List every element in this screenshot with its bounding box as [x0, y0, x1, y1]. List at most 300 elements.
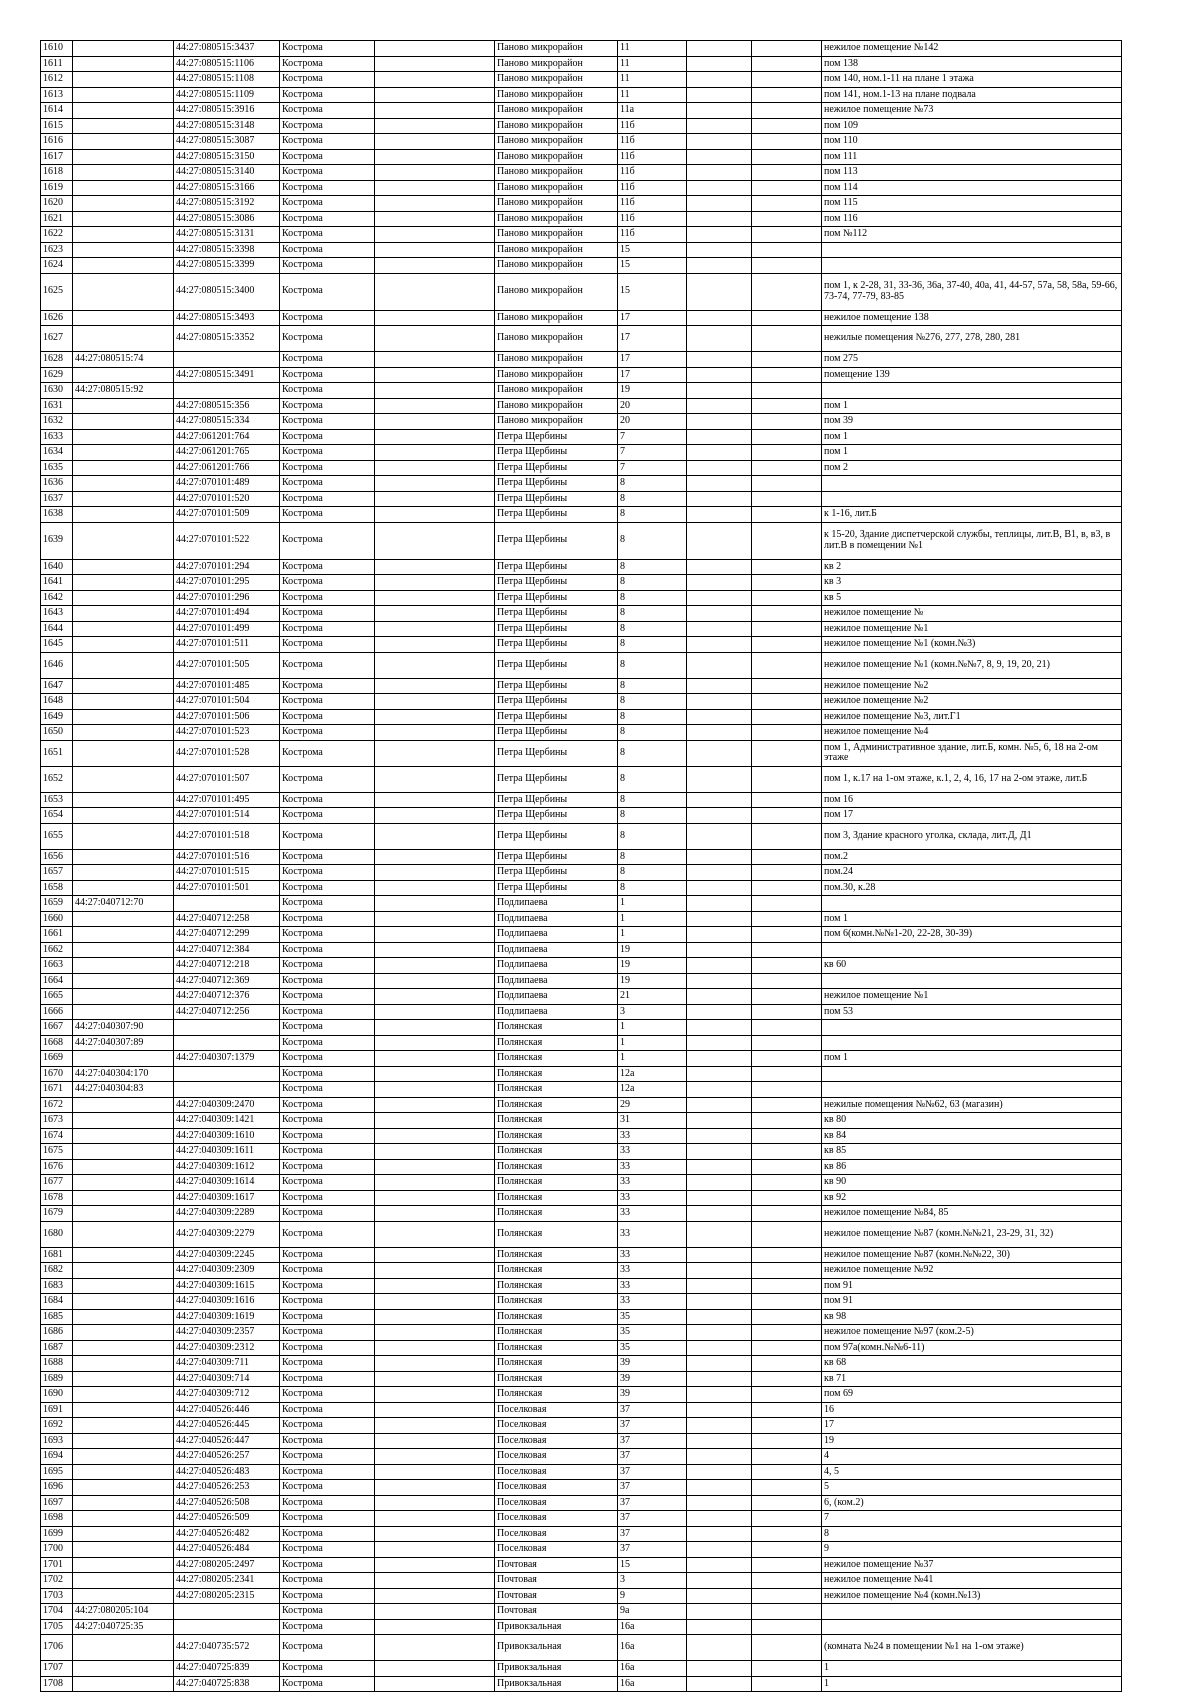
blank-cell: [375, 1402, 495, 1418]
row-number: 1639: [41, 522, 73, 559]
blank-cell: [375, 56, 495, 72]
street: Полянская: [495, 1325, 618, 1341]
blank-cell: [687, 1495, 752, 1511]
parcel-number: [73, 766, 174, 792]
row-number: 1614: [41, 103, 73, 119]
blank-cell: [752, 808, 822, 824]
house-number: 19: [618, 973, 687, 989]
street: Петра Щербины: [495, 808, 618, 824]
blank-cell: [687, 575, 752, 591]
blank-cell: [687, 165, 752, 181]
table-row: [41, 1325, 1122, 1341]
parcel-number: [73, 606, 174, 622]
street: Петра Щербины: [495, 740, 618, 766]
premises-description: кв 84: [822, 1128, 1122, 1144]
premises-description: кв 98: [822, 1309, 1122, 1325]
blank-cell: [752, 1278, 822, 1294]
blank-cell: [752, 652, 822, 678]
house-number: 20: [618, 398, 687, 414]
city: Кострома: [280, 1294, 375, 1310]
cadastral-number: [174, 1020, 280, 1036]
blank-cell: [687, 927, 752, 943]
city: Кострома: [280, 709, 375, 725]
row-number: 1630: [41, 383, 73, 399]
blank-cell: [687, 725, 752, 741]
city: Кострома: [280, 1082, 375, 1098]
row-number: 1629: [41, 367, 73, 383]
street: Полянская: [495, 1278, 618, 1294]
blank-cell: [687, 326, 752, 352]
city: Кострома: [280, 1066, 375, 1082]
premises-description: [822, 1619, 1122, 1635]
house-number: 35: [618, 1309, 687, 1325]
city: Кострома: [280, 1511, 375, 1527]
blank-cell: [375, 165, 495, 181]
cadastral-number: 44:27:080205:2341: [174, 1573, 280, 1589]
row-number: 1696: [41, 1480, 73, 1496]
blank-cell: [687, 989, 752, 1005]
blank-cell: [752, 1159, 822, 1175]
street: Привокзальная: [495, 1661, 618, 1677]
blank-cell: [687, 491, 752, 507]
house-number: 33: [618, 1128, 687, 1144]
blank-cell: [687, 823, 752, 849]
house-number: 33: [618, 1263, 687, 1279]
blank-cell: [687, 41, 752, 57]
row-number: 1695: [41, 1464, 73, 1480]
blank-cell: [375, 1433, 495, 1449]
blank-cell: [375, 522, 495, 559]
city: Кострома: [280, 1206, 375, 1222]
house-number: 11: [618, 87, 687, 103]
blank-cell: [375, 1480, 495, 1496]
table-row: [41, 1128, 1122, 1144]
blank-cell: [375, 1082, 495, 1098]
city: Кострома: [280, 1309, 375, 1325]
blank-cell: [687, 1604, 752, 1620]
row-number: 1624: [41, 258, 73, 274]
blank-cell: [752, 1371, 822, 1387]
city: Кострома: [280, 326, 375, 352]
city: Кострома: [280, 1356, 375, 1372]
parcel-number: [73, 149, 174, 165]
street: Поселковая: [495, 1449, 618, 1465]
house-number: 16а: [618, 1619, 687, 1635]
city: Кострома: [280, 1263, 375, 1279]
house-number: 12а: [618, 1082, 687, 1098]
cadastral-number: 44:27:080515:3916: [174, 103, 280, 119]
house-number: 11б: [618, 134, 687, 150]
blank-cell: [752, 1526, 822, 1542]
row-number: 1685: [41, 1309, 73, 1325]
street: Петра Щербины: [495, 725, 618, 741]
blank-cell: [375, 1097, 495, 1113]
blank-cell: [375, 1418, 495, 1434]
city: Кострома: [280, 1635, 375, 1661]
parcel-number: 44:27:080515:74: [73, 352, 174, 368]
blank-cell: [752, 880, 822, 896]
blank-cell: [375, 1066, 495, 1082]
row-number: 1652: [41, 766, 73, 792]
house-number: 39: [618, 1387, 687, 1403]
parcel-number: [73, 398, 174, 414]
city: Кострома: [280, 575, 375, 591]
blank-cell: [687, 1309, 752, 1325]
house-number: 37: [618, 1526, 687, 1542]
row-number: 1645: [41, 637, 73, 653]
blank-cell: [752, 367, 822, 383]
blank-cell: [375, 1051, 495, 1067]
blank-cell: [375, 211, 495, 227]
row-number: 1636: [41, 476, 73, 492]
parcel-number: [73, 1588, 174, 1604]
house-number: 11б: [618, 165, 687, 181]
city: Кострома: [280, 1340, 375, 1356]
city: Кострома: [280, 725, 375, 741]
house-number: 37: [618, 1495, 687, 1511]
blank-cell: [687, 1464, 752, 1480]
row-number: 1622: [41, 227, 73, 243]
table-row: [41, 165, 1122, 181]
street: Петра Щербины: [495, 621, 618, 637]
parcel-number: [73, 1495, 174, 1511]
row-number: 1672: [41, 1097, 73, 1113]
blank-cell: [752, 149, 822, 165]
parcel-number: [73, 575, 174, 591]
blank-cell: [752, 1097, 822, 1113]
house-number: 1: [618, 1035, 687, 1051]
blank-cell: [752, 211, 822, 227]
blank-cell: [375, 808, 495, 824]
cadastral-number: 44:27:040309:1619: [174, 1309, 280, 1325]
city: Кострома: [280, 1144, 375, 1160]
parcel-number: [73, 1221, 174, 1247]
parcel-number: 44:27:040725:35: [73, 1619, 174, 1635]
premises-description: пом 1: [822, 1051, 1122, 1067]
table-row: [41, 1144, 1122, 1160]
street: Петра Щербины: [495, 823, 618, 849]
street: Подлипаева: [495, 896, 618, 912]
blank-cell: [687, 414, 752, 430]
row-number: 1666: [41, 1004, 73, 1020]
blank-cell: [752, 973, 822, 989]
parcel-number: [73, 1159, 174, 1175]
table-row: [41, 637, 1122, 653]
premises-description: кв 80: [822, 1113, 1122, 1129]
premises-description: 16: [822, 1402, 1122, 1418]
blank-cell: [752, 1676, 822, 1692]
house-number: 8: [618, 575, 687, 591]
street: Полянская: [495, 1175, 618, 1191]
table-row: [41, 1082, 1122, 1098]
blank-cell: [752, 1247, 822, 1263]
blank-cell: [752, 326, 822, 352]
street: Петра Щербины: [495, 445, 618, 461]
cadastral-number: 44:27:040725:839: [174, 1661, 280, 1677]
table-row: [41, 678, 1122, 694]
parcel-number: 44:27:040307:90: [73, 1020, 174, 1036]
parcel-number: [73, 1402, 174, 1418]
row-number: 1677: [41, 1175, 73, 1191]
premises-description: кв 71: [822, 1371, 1122, 1387]
blank-cell: [752, 196, 822, 212]
cadastral-number: 44:27:040309:1616: [174, 1294, 280, 1310]
street: Петра Щербины: [495, 476, 618, 492]
row-number: 1650: [41, 725, 73, 741]
premises-description: [822, 896, 1122, 912]
cadastral-number: 44:27:080515:3491: [174, 367, 280, 383]
street: Паново микрорайон: [495, 310, 618, 326]
parcel-number: [73, 476, 174, 492]
parcel-number: 44:27:040304:170: [73, 1066, 174, 1082]
parcel-number: [73, 1294, 174, 1310]
blank-cell: [375, 652, 495, 678]
parcel-number: [73, 590, 174, 606]
premises-description: нежилое помещение №142: [822, 41, 1122, 57]
house-number: 8: [618, 606, 687, 622]
street: Почтовая: [495, 1573, 618, 1589]
parcel-number: [73, 227, 174, 243]
blank-cell: [375, 973, 495, 989]
table-row: [41, 118, 1122, 134]
table-row: [41, 1221, 1122, 1247]
city: Кострома: [280, 1402, 375, 1418]
house-number: 37: [618, 1480, 687, 1496]
house-number: 35: [618, 1325, 687, 1341]
blank-cell: [752, 87, 822, 103]
city: Кострома: [280, 766, 375, 792]
blank-cell: [687, 1247, 752, 1263]
city: Кострома: [280, 1387, 375, 1403]
parcel-number: [73, 1676, 174, 1692]
blank-cell: [687, 507, 752, 523]
row-number: 1658: [41, 880, 73, 896]
row-number: 1668: [41, 1035, 73, 1051]
house-number: 35: [618, 1340, 687, 1356]
city: Кострома: [280, 445, 375, 461]
premises-description: нежилое помещение №2: [822, 678, 1122, 694]
cadastral-number: 44:27:070101:509: [174, 507, 280, 523]
street: Поселковая: [495, 1464, 618, 1480]
blank-cell: [687, 1557, 752, 1573]
cadastral-number: [174, 352, 280, 368]
blank-cell: [752, 1433, 822, 1449]
street: Полянская: [495, 1128, 618, 1144]
row-number: 1644: [41, 621, 73, 637]
street: Поселковая: [495, 1511, 618, 1527]
cadastral-number: 44:27:040526:445: [174, 1418, 280, 1434]
parcel-number: [73, 849, 174, 865]
cadastral-number: 44:27:080515:3131: [174, 227, 280, 243]
premises-description: нежилое помещение №4 (комн.№13): [822, 1588, 1122, 1604]
row-number: 1617: [41, 149, 73, 165]
house-number: 37: [618, 1511, 687, 1527]
cadastral-number: 44:27:061201:766: [174, 460, 280, 476]
city: Кострома: [280, 896, 375, 912]
city: Кострома: [280, 227, 375, 243]
table-row: [41, 429, 1122, 445]
city: Кострома: [280, 476, 375, 492]
blank-cell: [375, 445, 495, 461]
premises-description: [822, 942, 1122, 958]
street: Паново микрорайон: [495, 196, 618, 212]
house-number: 17: [618, 352, 687, 368]
parcel-number: [73, 973, 174, 989]
table-row: [41, 1247, 1122, 1263]
blank-cell: [752, 1004, 822, 1020]
row-number: 1679: [41, 1206, 73, 1222]
cadastral-number: 44:27:070101:295: [174, 575, 280, 591]
blank-cell: [752, 1449, 822, 1465]
parcel-number: [73, 927, 174, 943]
blank-cell: [375, 383, 495, 399]
table-row: [41, 1449, 1122, 1465]
premises-description: пом 141, ном.1-13 на плане подвала: [822, 87, 1122, 103]
house-number: 1: [618, 1051, 687, 1067]
premises-description: пом.30, к.28: [822, 880, 1122, 896]
table-row: [41, 326, 1122, 352]
house-number: 11б: [618, 118, 687, 134]
row-number: 1684: [41, 1294, 73, 1310]
blank-cell: [752, 56, 822, 72]
blank-cell: [375, 823, 495, 849]
parcel-number: [73, 725, 174, 741]
table-row: [41, 1004, 1122, 1020]
city: Кострома: [280, 942, 375, 958]
cadastral-number: 44:27:040309:714: [174, 1371, 280, 1387]
table-row: [41, 507, 1122, 523]
premises-description: кв 2: [822, 559, 1122, 575]
blank-cell: [752, 1309, 822, 1325]
blank-cell: [687, 242, 752, 258]
premises-description: [822, 491, 1122, 507]
blank-cell: [375, 1175, 495, 1191]
house-number: 11: [618, 72, 687, 88]
street: Паново микрорайон: [495, 56, 618, 72]
cadastral-number: 44:27:080515:3352: [174, 326, 280, 352]
street: Привокзальная: [495, 1676, 618, 1692]
parcel-number: [73, 1247, 174, 1263]
city: Кострома: [280, 559, 375, 575]
table-row: [41, 1035, 1122, 1051]
cadastral-number: 44:27:070101:494: [174, 606, 280, 622]
street: Паново микрорайон: [495, 383, 618, 399]
parcel-number: [73, 1278, 174, 1294]
premises-description: пом №112: [822, 227, 1122, 243]
parcel-number: [73, 258, 174, 274]
premises-description: [822, 1082, 1122, 1098]
parcel-number: [73, 134, 174, 150]
house-number: 8: [618, 678, 687, 694]
cadastral-number: 44:27:080515:334: [174, 414, 280, 430]
table-row: [41, 766, 1122, 792]
blank-cell: [752, 1402, 822, 1418]
table-row: [41, 973, 1122, 989]
blank-cell: [752, 1495, 822, 1511]
blank-cell: [752, 606, 822, 622]
parcel-number: [73, 1511, 174, 1527]
parcel-number: [73, 865, 174, 881]
house-number: 17: [618, 310, 687, 326]
cadastral-number: 44:27:070101:522: [174, 522, 280, 559]
city: Кострома: [280, 507, 375, 523]
blank-cell: [687, 1020, 752, 1036]
premises-description: нежилое помещение №1: [822, 621, 1122, 637]
premises-description: пом 1, Административное здание, лит.Б, комн. №5, 6, 18 на 2-ом этаже: [822, 740, 1122, 766]
premises-description: [822, 973, 1122, 989]
premises-description: нежилое помещение №73: [822, 103, 1122, 119]
blank-cell: [375, 911, 495, 927]
parcel-number: 44:27:040307:89: [73, 1035, 174, 1051]
row-number: 1621: [41, 211, 73, 227]
street: Подлипаева: [495, 942, 618, 958]
row-number: 1640: [41, 559, 73, 575]
blank-cell: [687, 1588, 752, 1604]
street: Петра Щербины: [495, 694, 618, 710]
blank-cell: [375, 242, 495, 258]
cadastral-number: 44:27:070101:523: [174, 725, 280, 741]
blank-cell: [752, 165, 822, 181]
cadastral-number: [174, 1619, 280, 1635]
blank-cell: [752, 1263, 822, 1279]
cadastral-number: 44:27:040526:447: [174, 1433, 280, 1449]
cadastral-number: 44:27:070101:506: [174, 709, 280, 725]
table-row: [41, 56, 1122, 72]
street: Петра Щербины: [495, 709, 618, 725]
premises-description: пом 91: [822, 1294, 1122, 1310]
city: Кострома: [280, 1035, 375, 1051]
premises-description: 19: [822, 1433, 1122, 1449]
house-number: 8: [618, 694, 687, 710]
table-row: [41, 398, 1122, 414]
row-number: 1671: [41, 1082, 73, 1098]
table-row: [41, 273, 1122, 310]
parcel-number: [73, 491, 174, 507]
blank-cell: [687, 896, 752, 912]
table-row: [41, 196, 1122, 212]
house-number: 37: [618, 1464, 687, 1480]
street: Паново микрорайон: [495, 273, 618, 310]
blank-cell: [687, 637, 752, 653]
cadastral-number: 44:27:070101:518: [174, 823, 280, 849]
blank-cell: [752, 1480, 822, 1496]
city: Кострома: [280, 808, 375, 824]
premises-description: пом 53: [822, 1004, 1122, 1020]
row-number: 1708: [41, 1676, 73, 1692]
city: Кострома: [280, 414, 375, 430]
house-number: 7: [618, 460, 687, 476]
table-row: [41, 989, 1122, 1005]
city: Кострома: [280, 273, 375, 310]
house-number: 8: [618, 849, 687, 865]
premises-description: кв 86: [822, 1159, 1122, 1175]
cadastral-number: 44:27:080515:3399: [174, 258, 280, 274]
row-number: 1626: [41, 310, 73, 326]
blank-cell: [687, 942, 752, 958]
blank-cell: [752, 398, 822, 414]
house-number: 33: [618, 1206, 687, 1222]
street: Паново микрорайон: [495, 72, 618, 88]
blank-cell: [752, 1221, 822, 1247]
premises-description: пом.2: [822, 849, 1122, 865]
street: Паново микрорайон: [495, 87, 618, 103]
blank-cell: [375, 1495, 495, 1511]
table-row: [41, 1433, 1122, 1449]
cadastral-number: 44:27:070101:504: [174, 694, 280, 710]
parcel-number: [73, 958, 174, 974]
table-row: [41, 1113, 1122, 1129]
table-row: [41, 927, 1122, 943]
